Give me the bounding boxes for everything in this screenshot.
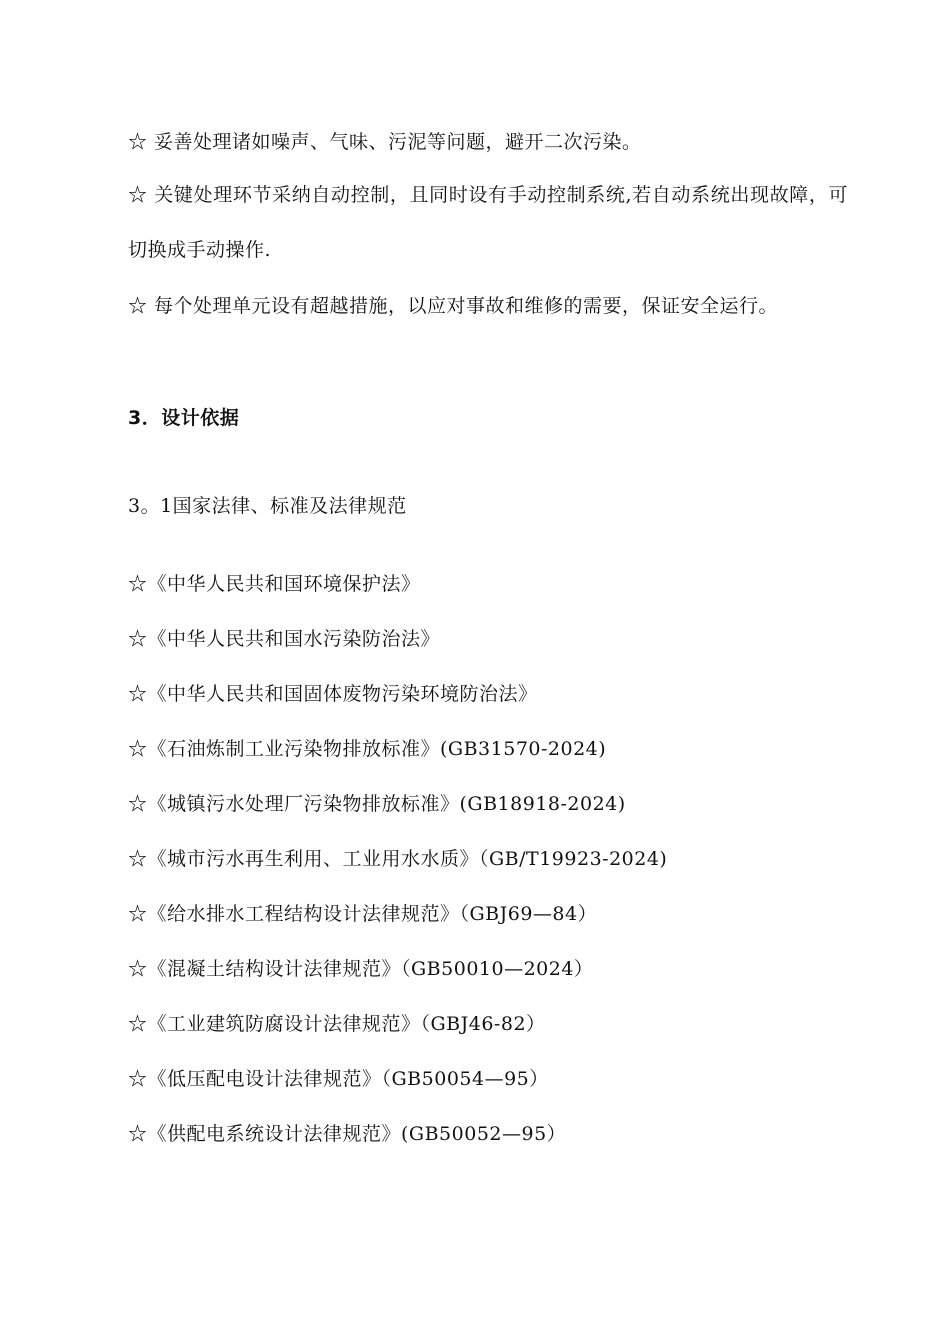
law-item: ☆《工业建筑防腐设计法律规范》（GBJ46-82） [128, 1013, 546, 1035]
subsection-heading: 3。1国家法律、标准及法律规范 [128, 495, 407, 517]
law-item: ☆《石油炼制工业污染物排放标准》(GB31570-2024) [128, 738, 607, 760]
section-heading: 3．设计依据 [128, 407, 240, 429]
paragraph-bypass-measures: ☆ 每个处理单元设有超越措施，以应对事故和维修的需要，保证安全运行。 [128, 295, 779, 317]
law-item: ☆《城市污水再生利用、工业用水水质》（GB/T19923-2024) [128, 848, 668, 870]
paragraph-auto-control: ☆ 关键处理环节采纳自动控制，且同时设有手动控制系统,若自动系统出现故障，可切换成手动操作. [128, 184, 848, 261]
law-item: ☆《中华人民共和国环境保护法》 [128, 573, 421, 595]
paragraph-pollution: ☆ 妥善处理诸如噪声、气味、污泥等问题，避开二次污染。 [128, 131, 642, 153]
law-item: ☆《中华人民共和国固体废物污染环境防治法》 [128, 683, 538, 705]
law-item: ☆《混凝土结构设计法律规范》（GB50010—2024） [128, 958, 594, 980]
law-item: ☆《中华人民共和国水污染防治法》 [128, 628, 441, 650]
law-item: ☆《供配电系统设计法律规范》(GB50052—95） [128, 1123, 567, 1145]
law-item: ☆《低压配电设计法律规范》（GB50054—95） [128, 1068, 549, 1090]
law-item: ☆《给水排水工程结构设计法律规范》（GBJ69—84） [128, 903, 598, 925]
law-item: ☆《城镇污水处理厂污染物排放标准》(GB18918-2024) [128, 793, 626, 815]
